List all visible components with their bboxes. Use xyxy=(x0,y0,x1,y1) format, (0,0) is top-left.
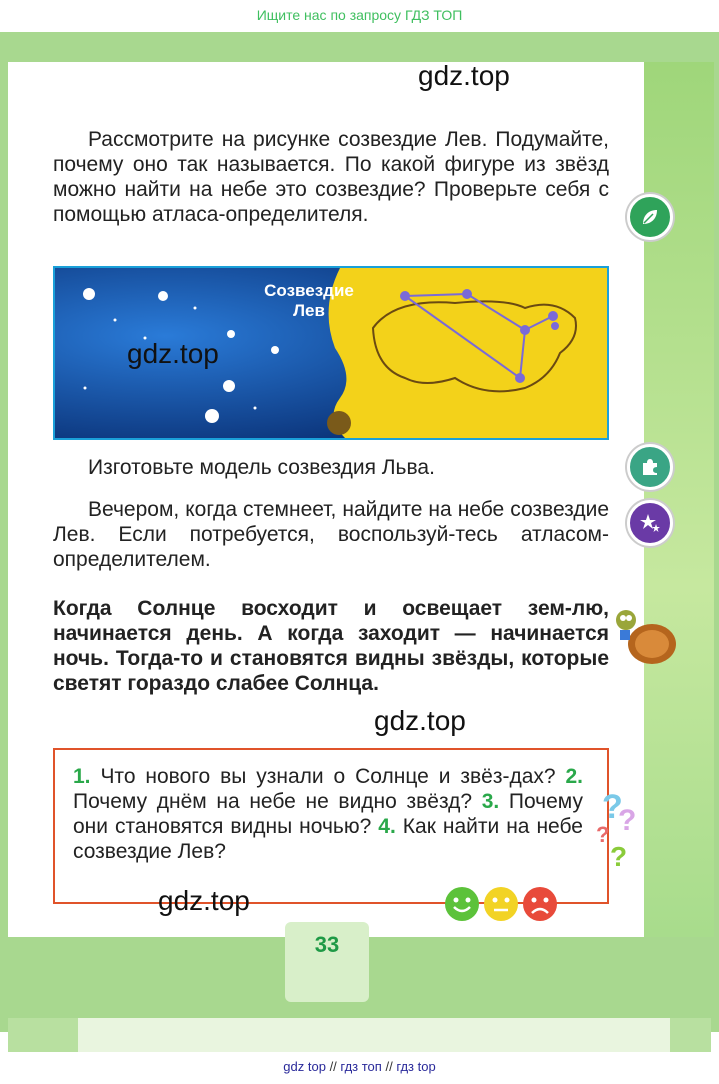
puzzle-icon xyxy=(627,444,673,490)
page-number-tab xyxy=(285,922,369,1002)
question-number: 3. xyxy=(481,790,500,813)
leaf-icon xyxy=(627,194,673,240)
question-text: Почему они становятся видны ночью? xyxy=(73,790,583,838)
bold-fact-paragraph: Когда Солнце восходит и освещает зем-лю, начинается день. А когда заходит — начинается ночь. Тогда-то и становятся видны звёзды, которые светят гораздо слабее Солнца. xyxy=(53,597,609,695)
question-text: Что нового вы узнали о Солнце и звёз-дах? xyxy=(100,765,556,788)
turtle-mascot-icon xyxy=(610,598,680,672)
svg-text:?: ? xyxy=(618,804,637,837)
paragraph-model xyxy=(53,455,609,480)
happy-face-icon[interactable] xyxy=(444,886,480,922)
paragraph-observe xyxy=(53,127,609,227)
footer-separator: // xyxy=(329,1059,337,1074)
watermark: gdz.top xyxy=(418,60,510,91)
svg-text:?: ? xyxy=(610,841,628,872)
next-page-inner xyxy=(78,1018,670,1052)
paragraph-evening xyxy=(53,497,609,572)
stars-icon xyxy=(627,500,673,546)
watermark: gdz.top xyxy=(158,885,250,916)
question-number: 4. xyxy=(378,815,396,838)
paragraph-model-text: Изготовьте модель созвездия Льва. xyxy=(88,456,435,479)
illustration-label-line1: Созвездие xyxy=(264,281,354,300)
watermark: gdz.top xyxy=(127,338,219,369)
top-banner-text: Ищите нас по запросу ГДЗ ТОП xyxy=(256,7,463,23)
question-marks-icon xyxy=(596,784,644,874)
illustration-label-line2: Лев xyxy=(293,301,325,320)
paragraph-evening-text: Вечером, когда стемнеет, найдите на небе созвездие Лев. Если потребуется, воспользуй-тесь атласом-определителем. xyxy=(53,498,609,571)
watermark: gdz.top xyxy=(374,705,466,736)
footer-link[interactable]: гдз топ xyxy=(340,1059,382,1074)
questions-text xyxy=(73,764,583,864)
sad-face-icon[interactable] xyxy=(522,886,558,922)
question-number: 2. xyxy=(565,765,584,788)
footer-link[interactable]: гдз top xyxy=(396,1059,436,1074)
footer-link[interactable]: gdz top xyxy=(283,1059,326,1074)
svg-text:?: ? xyxy=(602,788,623,826)
page-number: 33 xyxy=(314,932,340,957)
footer xyxy=(0,1052,719,1084)
top-banner xyxy=(0,0,719,32)
question-number: 1. xyxy=(73,765,91,788)
svg-text:?: ? xyxy=(596,822,610,847)
neutral-face-icon[interactable] xyxy=(483,886,519,922)
footer-separator: // xyxy=(385,1059,393,1074)
question-text: Как найти на небе созвездие Лев? xyxy=(73,815,583,863)
question-text: Почему днём на небе не видно звёзд? xyxy=(73,790,473,813)
paragraph-observe-text: Рассмотрите на рисунке созвездие Лев. Подумайте, почему оно так называется. По какой фигуре из звёзд можно найти на небе это созвездие? Проверьте себя с помощью атласа-определителя. xyxy=(53,128,609,226)
